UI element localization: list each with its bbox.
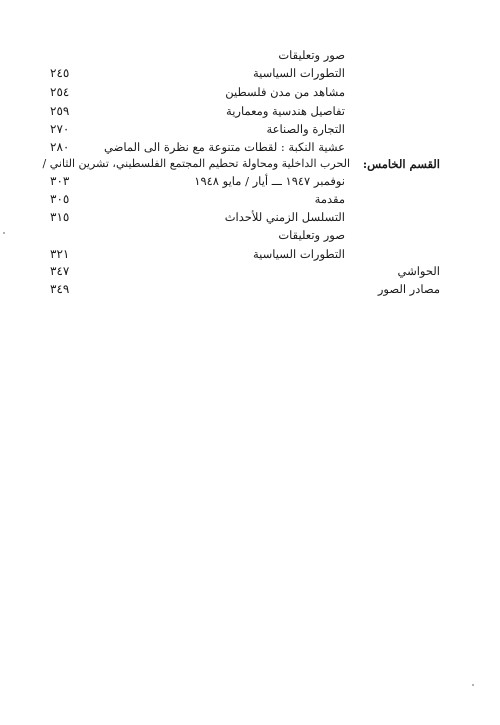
toc-entry: [0, 226, 500, 244]
toc-entry-page: ٢٨٠: [50, 140, 70, 154]
toc-entry-title: التطورات السياسية: [253, 66, 345, 80]
toc-entry: [0, 64, 500, 82]
toc-entry: [0, 172, 500, 190]
toc-entry-title: التطورات السياسية: [253, 247, 345, 261]
toc-entry: [0, 190, 500, 208]
toc-entry-title: الحواشي: [397, 264, 440, 278]
toc-entry: [0, 102, 500, 120]
toc-entry-page: ٢٥٩: [50, 104, 70, 118]
toc-entry-title: الحرب الداخلية ومحاولة تحطيم المجتمع الفلسطيني، تشرين الثاني /: [42, 157, 350, 170]
toc-entry-page: ٢٧٠: [50, 122, 70, 136]
toc-entry-page: ٣٤٩: [50, 282, 70, 296]
toc-entry-title: مقدمة: [314, 192, 345, 206]
toc-entry: [0, 262, 500, 280]
toc-entry-title: صور وتعليقات: [278, 228, 345, 242]
toc-entry: [0, 208, 500, 226]
toc-entry-page: ٣٢١: [50, 247, 70, 261]
scan-speck: [472, 684, 474, 686]
toc-entry-title: عشية النكبة : لقطات متنوعة مع نظرة الى الماضي: [104, 140, 345, 154]
toc-entry-title: تفاصيل هندسية ومعمارية: [226, 104, 345, 118]
toc-entry: [0, 280, 500, 298]
toc-entry-title: صور وتعليقات: [278, 48, 345, 62]
toc-entry-title: التجارة والصناعة: [266, 122, 345, 136]
toc-entry: [0, 245, 500, 263]
scan-speck: [3, 232, 5, 234]
toc-entry: [0, 120, 500, 138]
section-label: القسم الخامس:: [362, 157, 440, 171]
toc-entry: [0, 83, 500, 101]
toc-entry-title: مصادر الصور: [377, 282, 440, 296]
toc-entry: [0, 46, 500, 64]
toc-entry: [0, 138, 500, 156]
toc-entry-title: نوفمبر ١٩٤٧ ـــ أيار / مايو ١٩٤٨: [194, 174, 345, 188]
toc-entry-page: ٢٤٥: [50, 66, 70, 80]
toc-entry-title: مشاهد من مدن فلسطين: [225, 85, 345, 99]
toc-entry-page: ٣١٥: [50, 210, 70, 224]
toc-entry-title: التسلسل الزمني للأحداث: [224, 210, 345, 224]
toc-entry-page: ٢٥٤: [50, 85, 70, 99]
toc-entry-page: ٣٠٥: [50, 192, 70, 206]
toc-section-heading: [0, 155, 500, 173]
toc-entry-page: ٣٤٧: [50, 264, 70, 278]
toc-entry-page: ٣٠٣: [50, 174, 70, 188]
